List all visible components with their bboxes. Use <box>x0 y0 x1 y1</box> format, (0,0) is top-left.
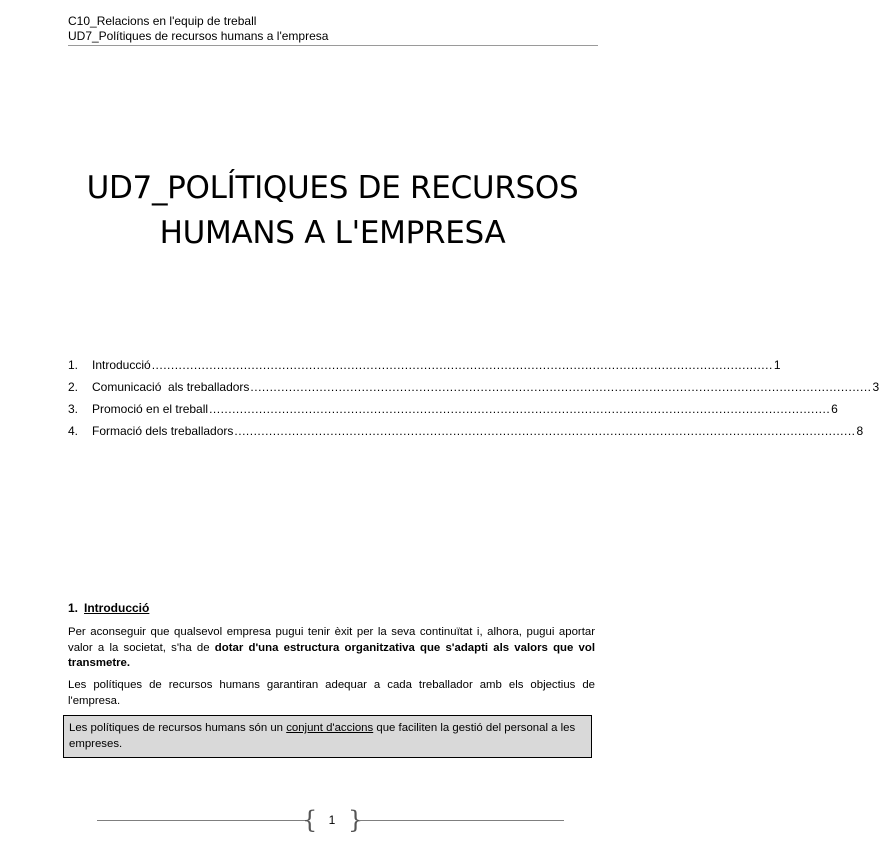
footer-rule-right <box>359 820 564 821</box>
right-brace-icon: } <box>348 806 364 834</box>
toc-label: Comunicació als treballadors <box>92 380 250 394</box>
section-label: Introducció <box>84 601 150 615</box>
document-title <box>40 166 625 256</box>
box-text-end: que faciliten la gestió del personal a les empreses. <box>69 722 576 750</box>
toc-number: 2. <box>68 380 79 394</box>
paragraph-text: Per aconseguir que qualsevol empresa pugui tenir èxit per la seva continuïtat i, alhora, pugui aportar valor a la societat, s'ha de <box>68 626 595 654</box>
definition-box <box>63 715 592 758</box>
page-number: 1 <box>328 813 336 827</box>
section-number: 1. <box>68 601 79 615</box>
header-course: C10_Relacions en l'equip de treball <box>68 14 257 28</box>
toc-number: 1. <box>68 358 79 372</box>
footer-rule-left <box>97 820 305 821</box>
toc-number: 3. <box>68 402 79 416</box>
toc-entry[interactable] <box>68 380 879 402</box>
toc-leader: .................................................................................................................................................................. <box>209 402 831 416</box>
running-header <box>68 14 598 44</box>
policy-paragraph <box>68 678 595 709</box>
toc-page: 8 <box>856 424 864 438</box>
toc-entry[interactable] <box>68 358 781 380</box>
header-rule <box>68 45 598 46</box>
toc-label: Introducció <box>92 358 151 372</box>
title-line-2: HUMANS A L'EMPRESA <box>159 215 506 251</box>
section-heading <box>68 601 149 615</box>
intro-paragraph <box>68 625 595 672</box>
paragraph-bold-text: dotar d'una estructura organitzativa que s'adapti als valors que vol transmetre. <box>68 641 595 669</box>
left-brace-icon: { <box>302 806 318 834</box>
toc-label: Promoció en el treball <box>92 402 209 416</box>
toc-page: 6 <box>831 402 838 416</box>
toc-page: 1 <box>773 358 781 372</box>
toc-leader: .................................................................................................................................................................. <box>250 380 872 394</box>
toc-page: 3 <box>872 380 879 394</box>
toc-label: Formació dels treballadors <box>92 424 234 438</box>
box-text: Les polítiques de recursos humans són un <box>69 722 287 734</box>
title-line-1: UD7_POLÍTIQUES DE RECURSOS <box>86 170 579 206</box>
header-unit: UD7_Polítiques de recursos humans a l'empresa <box>68 29 329 43</box>
toc-number: 4. <box>68 424 79 438</box>
toc-leader: .................................................................................................................................................................. <box>234 424 856 438</box>
paragraph-text: Les polítiques de recursos humans garantiran adequar a cada treballador amb els objectius de l'empresa. <box>68 679 595 707</box>
table-of-contents <box>68 358 879 446</box>
toc-entry[interactable] <box>68 424 864 446</box>
box-underlined-text: conjunt d'accions <box>286 722 374 734</box>
toc-entry[interactable] <box>68 402 838 424</box>
toc-leader: .................................................................................................................................................................. <box>151 358 773 372</box>
